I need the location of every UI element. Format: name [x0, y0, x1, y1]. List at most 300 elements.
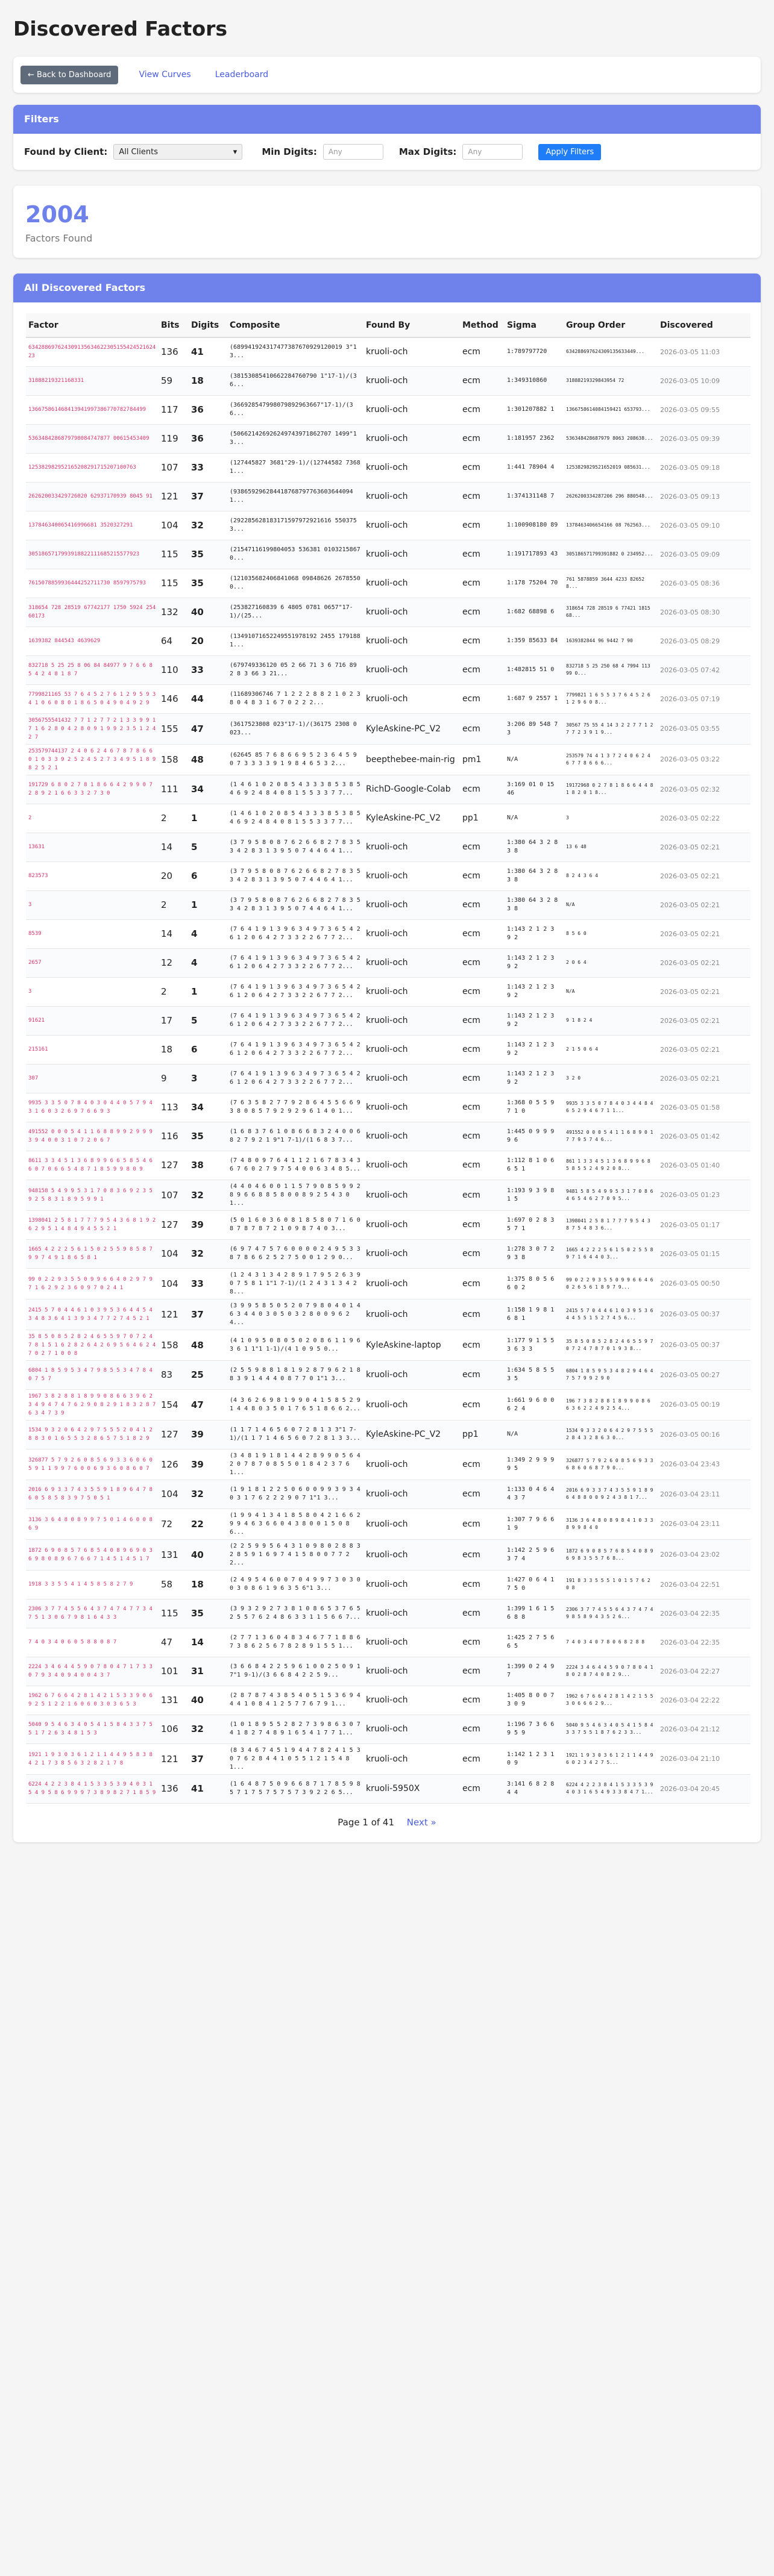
table-row — [26, 1064, 750, 1093]
digits-cell: 39 — [189, 1420, 227, 1449]
method-cell: ecm — [460, 1599, 505, 1628]
sigma-cell: 1:368 0 5 5 9 7 1 0 — [505, 1093, 564, 1122]
discovered-cell: 2026-03-05 00:19 — [658, 1389, 750, 1420]
method-cell: ecm — [460, 684, 505, 713]
sigma-cell: 1:143 2 1 2 3 9 2 — [505, 948, 564, 977]
bits-cell: 131 — [159, 1686, 189, 1715]
discovered-cell: 2026-03-05 02:22 — [658, 804, 750, 833]
discovered-cell: 2026-03-05 09:55 — [658, 395, 750, 424]
sigma-cell: N/A — [505, 1420, 564, 1449]
composite-cell: (2 4 9 5 4 6 0 0 7 0 4 9 9 7 3 0 3 0 0 3 0 8 6 1 9 6 3 5 6"1 3... — [227, 1570, 363, 1599]
method-cell: ecm — [460, 569, 505, 598]
group-order-cell: 1921 1 9 3 0 3 6 1 2 1 1 4 4 9 6 0 2 3 4 2 7 5... — [564, 1743, 658, 1774]
sigma-cell: 1:143 2 1 2 3 9 2 — [505, 977, 564, 1006]
back-to-dashboard-button[interactable]: ← Back to Dashboard — [20, 66, 118, 84]
composite-cell: (7 6 4 1 9 1 3 9 6 3 4 9 7 3 6 5 4 2 6 1 2 0 6 4 2 7 3 3 2 2 6 7 7 2... — [227, 1006, 363, 1035]
sigma-cell: 1:380 64 3 2 8 3 8 — [505, 861, 564, 890]
factor-cell[interactable]: 7 4 0 3 4 0 6 0 5 8 8 0 8 7 — [26, 1628, 159, 1657]
digits-cell: 3 — [189, 1064, 227, 1093]
col-header-bits: Bits — [159, 313, 189, 337]
sigma-cell: 1:789797720 — [505, 337, 564, 366]
method-cell: ecm — [460, 1299, 505, 1330]
factor-cell[interactable]: 1962 6 7 6 6 4 2 8 1 4 2 1 5 3 3 9 0 6 9 2 5 1 2 2 1 6 0 6 0 3 0 3 6 5 3 — [26, 1686, 159, 1715]
next-page-link[interactable]: Next » — [406, 1816, 436, 1828]
found-by-cell: kruoli-och — [363, 337, 460, 366]
group-order-cell: 31888219329843954 72 — [564, 366, 658, 395]
method-cell: ecm — [460, 1360, 505, 1389]
factor-cell[interactable]: 5363484286879798084747877 00615453409 — [26, 424, 159, 453]
bits-cell: 101 — [159, 1657, 189, 1686]
table-row — [26, 1686, 750, 1715]
page-indicator: Page 1 of 41 — [338, 1816, 395, 1828]
composite-cell: (121035682406841068 09848626 26785500... — [227, 569, 363, 598]
bits-cell: 158 — [159, 744, 189, 775]
factor-cell[interactable]: 5040 9 5 4 6 3 4 0 5 4 1 5 8 4 3 3 7 5 5 1 7 2 6 3 4 8 1 5 3 — [26, 1715, 159, 1743]
sigma-cell: 1:399 1 6 1 5 6 8 8 — [505, 1599, 564, 1628]
digits-cell: 41 — [189, 337, 227, 366]
group-order-cell: 7 4 0 3 4 0 7 8 0 6 8 2 8 8 — [564, 1628, 658, 1657]
digits-cell: 48 — [189, 744, 227, 775]
digits-cell: 32 — [189, 1180, 227, 1210]
group-order-cell: 491552 0 0 0 5 4 1 1 6 8 9 0 1 7 7 9 5 7 4 6... — [564, 1122, 658, 1151]
composite-cell: (7 6 4 1 9 1 3 9 6 3 4 9 7 3 6 5 4 2 6 1 2 0 6 4 2 7 3 3 2 2 6 7 7 2... — [227, 1035, 363, 1064]
factor-cell[interactable]: 3 — [26, 890, 159, 919]
factor-cell[interactable]: 136675861468413941997386770782784499 — [26, 395, 159, 424]
found-by-cell: kruoli-och — [363, 1449, 460, 1480]
group-order-cell: 30567 75 55 4 14 3 2 2 7 7 1 2 7 7 2 3 9 1 9... — [564, 713, 658, 744]
sigma-cell: 1:142 2 5 9 6 3 7 4 — [505, 1539, 564, 1570]
factor-cell[interactable]: 823573 — [26, 861, 159, 890]
bits-cell: 121 — [159, 1299, 189, 1330]
table-row — [26, 833, 750, 861]
found-by-cell: kruoli-och — [363, 948, 460, 977]
client-select[interactable] — [113, 144, 242, 160]
discovered-cell: 2026-03-05 02:21 — [658, 890, 750, 919]
table-row — [26, 1420, 750, 1449]
factor-cell[interactable]: 1639382 844543 4639629 — [26, 627, 159, 655]
discovered-cell: 2026-03-05 08:29 — [658, 627, 750, 655]
discovered-cell: 2026-03-05 09:39 — [658, 424, 750, 453]
digits-cell: 34 — [189, 1093, 227, 1122]
factor-cell[interactable]: 35 8 5 0 8 5 2 8 2 4 6 5 5 9 7 0 7 2 4 7 8 1 5 1 6 2 8 2 6 4 2 6 9 5 6 4 6 2 4 7 0 2 7 1 0 0 8 — [26, 1330, 159, 1360]
table-row — [26, 366, 750, 395]
sigma-cell: 1:399 0 2 4 9 7 — [505, 1657, 564, 1686]
composite-cell: (13491071652249551978192 2455 1791881... — [227, 627, 363, 655]
bits-cell: 104 — [159, 1268, 189, 1299]
group-order-cell: N/A — [564, 977, 658, 1006]
digits-cell: 32 — [189, 1480, 227, 1508]
found-by-cell: kruoli-och — [363, 1570, 460, 1599]
discovered-cell: 2026-03-05 10:09 — [658, 366, 750, 395]
discovered-cell: 2026-03-05 01:15 — [658, 1239, 750, 1268]
composite-cell: (7 6 4 1 9 1 3 9 6 3 4 9 7 3 6 5 4 2 6 1 2 0 6 4 2 7 3 3 2 2 6 7 7 2... — [227, 948, 363, 977]
sigma-cell: 3:206 89 548 73 — [505, 713, 564, 744]
factor-cell[interactable]: 2415 5 7 0 4 4 6 1 0 3 9 5 3 6 4 4 5 4 3 4 8 3 6 4 1 3 9 3 4 7 7 2 7 4 5 2 1 — [26, 1299, 159, 1330]
found-by-cell: beepthebee-main-rig — [363, 744, 460, 775]
factor-cell[interactable]: 9935 3 3 5 0 7 8 4 0 3 0 4 4 0 5 7 9 4 3 1 6 0 3 2 6 9 7 6 6 9 3 — [26, 1093, 159, 1122]
sigma-cell: 1:142 1 2 3 1 0 9 — [505, 1743, 564, 1774]
discovered-cell: 2026-03-05 03:22 — [658, 744, 750, 775]
factor-cell[interactable]: 191729 6 8 0 2 7 8 1 8 6 6 4 2 9 9 0 7 2 8 9 2 1 6 6 3 3 2 7 3 0 — [26, 775, 159, 804]
sigma-cell: N/A — [505, 804, 564, 833]
col-header-digits: Digits — [189, 313, 227, 337]
sigma-cell: 1:307 7 9 6 6 1 9 — [505, 1508, 564, 1539]
group-order-cell: 6224 4 2 2 3 8 4 1 5 3 3 5 3 9 4 0 3 1 6 5 4 9 3 3 8 4 7 1... — [564, 1774, 658, 1803]
table-row — [26, 1389, 750, 1420]
method-cell: ecm — [460, 627, 505, 655]
found-by-cell: KyleAskine-laptop — [363, 1330, 460, 1360]
sigma-cell: 1:112 8 1 0 6 6 5 1 — [505, 1151, 564, 1180]
digits-cell: 36 — [189, 395, 227, 424]
composite-cell: (3 7 9 5 8 0 8 7 6 2 6 6 8 2 7 8 3 5 3 4 2 8 3 1 3 9 5 0 7 4 4 6 4 1... — [227, 833, 363, 861]
max-digits-label: Max Digits: — [398, 146, 457, 157]
factor-cell[interactable]: 2016 6 9 3 3 7 4 3 5 5 9 1 8 9 6 4 7 8 6 0 5 8 5 8 3 9 7 5 0 5 1 — [26, 1480, 159, 1508]
found-by-cell: kruoli-och — [363, 569, 460, 598]
group-order-cell: 536348428687979 8063 208638... — [564, 424, 658, 453]
factor-cell[interactable]: 1665 4 2 2 2 5 6 1 5 0 2 5 5 9 8 5 8 7 9 9 7 4 9 1 8 6 5 8 1 — [26, 1239, 159, 1268]
discovered-cell: 2026-03-05 09:13 — [658, 482, 750, 511]
found-by-cell: kruoli-och — [363, 424, 460, 453]
factor-cell[interactable]: 137846340065416996681 3520327291 — [26, 511, 159, 540]
bits-cell: 12 — [159, 948, 189, 977]
composite-cell: (4 1 0 9 5 0 8 0 5 0 2 0 8 6 1 1 9 6 3 6 1 1"1 1-1)/(4 1 0 9 5 0... — [227, 1330, 363, 1360]
bits-cell: 127 — [159, 1151, 189, 1180]
found-by-cell: kruoli-och — [363, 1743, 460, 1774]
found-by-cell: kruoli-och — [363, 1715, 460, 1743]
sigma-cell: 1:143 2 1 2 3 9 2 — [505, 1064, 564, 1093]
discovered-cell: 2026-03-05 07:42 — [658, 655, 750, 684]
bits-cell: 115 — [159, 540, 189, 569]
view-curves-link[interactable]: View Curves — [139, 70, 191, 80]
factor-cell[interactable]: 2224 3 4 6 4 4 5 9 0 7 8 0 4 7 1 7 3 3 0 7 9 3 4 0 9 4 0 0 4 3 7 — [26, 1657, 159, 1686]
table-row — [26, 1299, 750, 1330]
digits-cell: 33 — [189, 453, 227, 482]
factor-cell[interactable]: 318654 728 28519 67742177 1750 5924 25460173 — [26, 598, 159, 627]
table-row — [26, 977, 750, 1006]
bits-cell: 158 — [159, 1330, 189, 1360]
bits-cell: 14 — [159, 919, 189, 948]
bits-cell: 72 — [159, 1508, 189, 1539]
factor-cell[interactable]: 31888219321168331 — [26, 366, 159, 395]
factor-cell[interactable]: 1534 9 3 2 0 6 4 2 9 7 5 5 5 2 0 4 1 2 8 8 3 0 1 6 5 5 3 2 8 6 5 7 5 1 8 2 9 — [26, 1420, 159, 1449]
factor-cell[interactable]: 491552 0 0 0 5 4 1 1 6 8 8 9 9 2 9 9 9 3 9 4 0 0 3 1 0 7 2 0 6 7 — [26, 1122, 159, 1151]
sigma-cell: 1:191717893 43 — [505, 540, 564, 569]
group-order-cell: 3 2 0 — [564, 1064, 658, 1093]
bits-cell: 83 — [159, 1360, 189, 1389]
found-by-cell: kruoli-och — [363, 1539, 460, 1570]
leaderboard-link[interactable]: Leaderboard — [215, 70, 269, 80]
group-order-cell: 1253829829521652019 085631... — [564, 453, 658, 482]
factor-cell[interactable]: 1967 3 8 2 8 8 1 8 9 9 0 8 6 6 3 9 6 2 3 4 9 4 7 4 7 6 2 9 0 8 2 9 1 8 3 2 8 7 6 3 4 7 3 9 — [26, 1389, 159, 1420]
method-cell: ecm — [460, 1064, 505, 1093]
sigma-cell: 1:482815 51 0 — [505, 655, 564, 684]
method-cell: ecm — [460, 1093, 505, 1122]
table-row — [26, 1035, 750, 1064]
factor-cell[interactable]: 125382982952165208291715207100763 — [26, 453, 159, 482]
composite-cell: (506621426926249743971862707 1499"13... — [227, 424, 363, 453]
factor-cell[interactable]: 215161 — [26, 1035, 159, 1064]
method-cell: ecm — [460, 948, 505, 977]
method-cell: ecm — [460, 1239, 505, 1268]
digits-cell: 47 — [189, 713, 227, 744]
discovered-cell: 2026-03-04 23:11 — [658, 1480, 750, 1508]
found-by-cell: kruoli-5950X — [363, 1774, 460, 1803]
group-order-cell: 1398041 2 5 8 1 7 7 7 9 5 4 3 8 7 5 4 8 3 6... — [564, 1210, 658, 1239]
filter-row — [13, 134, 761, 170]
composite-cell: (7 4 8 0 9 7 6 4 1 1 2 1 6 7 8 3 4 3 6 7 6 0 2 7 9 7 5 4 0 0 6 3 4 8 5... — [227, 1151, 363, 1180]
table-row — [26, 744, 750, 775]
sigma-cell: 1:158 1 9 8 1 6 8 1 — [505, 1299, 564, 1330]
table-row — [26, 1268, 750, 1299]
table-row — [26, 1570, 750, 1599]
group-order-cell: 35 8 5 0 8 5 2 8 2 4 6 5 5 9 7 0 7 2 4 7 8 7 0 1 9 3 8... — [564, 1330, 658, 1360]
discovered-cell: 2026-03-05 11:03 — [658, 337, 750, 366]
factor-cell[interactable]: 2657 — [26, 948, 159, 977]
digits-cell: 4 — [189, 919, 227, 948]
factor-cell[interactable]: 91621 — [26, 1006, 159, 1035]
digits-cell: 1 — [189, 890, 227, 919]
sigma-cell: 1:196 7 3 6 6 9 5 9 — [505, 1715, 564, 1743]
composite-cell: (3 7 9 5 8 0 8 7 6 2 6 6 8 2 7 8 3 5 3 4 2 8 3 1 3 9 5 0 7 4 4 6 4 1... — [227, 861, 363, 890]
group-order-cell: 2626200334287206 296 880548... — [564, 482, 658, 511]
table-row — [26, 1151, 750, 1180]
discovered-cell: 2026-03-05 08:30 — [658, 598, 750, 627]
found-by-cell: kruoli-och — [363, 861, 460, 890]
composite-cell: (7 6 4 1 9 1 3 9 6 3 4 9 7 3 6 5 4 2 6 1 2 0 6 4 2 7 3 3 2 2 6 7 7 2... — [227, 977, 363, 1006]
group-order-cell: 2306 3 7 7 4 5 5 6 4 3 7 4 7 4 9 8 5 8 9 4 3 5 2 6... — [564, 1599, 658, 1628]
apply-filters-button[interactable]: Apply Filters — [538, 144, 601, 160]
digits-cell: 20 — [189, 627, 227, 655]
method-cell: ecm — [460, 1715, 505, 1743]
found-by-cell: kruoli-och — [363, 833, 460, 861]
sigma-cell: 1:445 0 9 9 9 9 6 — [505, 1122, 564, 1151]
composite-cell: (2 8 7 8 7 4 3 8 5 4 0 5 1 5 3 6 9 4 4 4 1 0 8 4 1 2 5 7 7 6 7 9 1... — [227, 1686, 363, 1715]
sigma-cell: 1:143 2 1 2 3 9 2 — [505, 919, 564, 948]
discovered-cell: 2026-03-05 02:21 — [658, 977, 750, 1006]
table-row — [26, 1210, 750, 1239]
factor-cell[interactable]: 8611 3 3 4 5 1 3 6 8 9 9 6 6 5 8 5 4 6 6 0 7 0 6 6 5 4 8 7 1 8 5 9 9 8 0 9 — [26, 1151, 159, 1180]
col-header-discovered: Discovered — [658, 313, 750, 337]
composite-cell: (2 2 5 9 9 5 6 4 3 1 0 9 8 0 2 8 8 3 2 8 5 9 1 6 9 7 4 1 5 8 0 0 7 7 2 2... — [227, 1539, 363, 1570]
factor-count-label: Factors Found — [25, 233, 93, 244]
method-cell: ecm — [460, 453, 505, 482]
factor-cell[interactable]: 3056755541432 7 7 1 2 7 7 2 1 3 3 9 9 1 7 1 6 2 8 0 4 2 8 0 9 1 9 9 2 3 5 1 2 4 2 7 — [26, 713, 159, 744]
bits-cell: 136 — [159, 337, 189, 366]
composite-cell: (62645 85 7 6 8 6 6 9 5 2 3 6 4 5 9 0 7 3 3 3 3 9 1 9 8 4 6 5 3 2... — [227, 744, 363, 775]
factor-cell[interactable]: 7799821165 53 7 6 4 5 2 7 6 1 2 9 5 9 3 4 1 0 6 0 8 0 1 8 6 5 0 4 9 0 4 9 2 9 — [26, 684, 159, 713]
factors-title: All Discovered Factors — [13, 274, 761, 302]
bits-cell: 119 — [159, 424, 189, 453]
composite-cell: (3 4 8 1 9 1 8 1 4 4 2 8 9 9 0 5 6 4 2 0 7 8 7 0 8 5 5 0 1 8 4 2 3 7 6 1... — [227, 1449, 363, 1480]
discovered-cell: 2026-03-04 21:12 — [658, 1715, 750, 1743]
method-cell: ecm — [460, 713, 505, 744]
factor-cell[interactable]: 1872 6 9 0 8 5 7 6 8 5 4 0 8 9 6 9 0 3 6 9 8 0 8 9 6 7 6 6 7 1 4 5 1 4 5 1 7 — [26, 1539, 159, 1570]
factor-cell[interactable]: 262620033429726020 62937170939 8045 91 — [26, 482, 159, 511]
bits-cell: 106 — [159, 1715, 189, 1743]
sigma-cell: 1:661 9 6 0 0 6 2 4 — [505, 1389, 564, 1420]
digits-cell: 37 — [189, 482, 227, 511]
method-cell: ecm — [460, 833, 505, 861]
min-digits-label: Min Digits: — [262, 146, 317, 157]
bits-cell: 121 — [159, 482, 189, 511]
found-by-cell: kruoli-och — [363, 511, 460, 540]
factor-cell[interactable]: 307 — [26, 1064, 159, 1093]
composite-cell: (38153085410662284760790 1"17-1)/(36... — [227, 366, 363, 395]
composite-cell: (1 6 8 3 7 6 1 0 8 6 6 8 3 2 4 0 0 6 8 2 7 9 2 1 9"1 7-1)/(1 6 8 3 7... — [227, 1122, 363, 1151]
sigma-cell: 1:143 2 1 2 3 9 2 — [505, 1035, 564, 1064]
composite-cell: (2 5 5 9 8 8 1 8 1 9 2 8 7 9 6 2 1 8 8 3 9 1 4 4 4 0 8 7 7 0 1"1 3... — [227, 1360, 363, 1389]
discovered-cell: 2026-03-04 23:02 — [658, 1539, 750, 1570]
factor-cell[interactable]: 6804 1 8 5 9 5 3 4 7 9 8 5 5 3 4 7 8 4 0 7 5 7 — [26, 1360, 159, 1389]
found-by-cell: kruoli-och — [363, 1299, 460, 1330]
digits-cell: 32 — [189, 511, 227, 540]
found-by-cell: kruoli-och — [363, 453, 460, 482]
bits-cell: 59 — [159, 366, 189, 395]
col-header-factor: Factor — [26, 313, 159, 337]
factor-cell[interactable]: 6224 4 2 2 3 8 4 1 5 3 3 5 3 9 4 0 3 1 5 4 9 5 8 6 9 9 9 7 3 8 9 8 2 7 1 8 5 9 — [26, 1774, 159, 1803]
factor-cell[interactable]: 8539 — [26, 919, 159, 948]
sigma-cell: 1:374131148 7 — [505, 482, 564, 511]
discovered-cell: 2026-03-05 09:18 — [658, 453, 750, 482]
group-order-cell: 8 5 6 0 — [564, 919, 658, 948]
factor-cell[interactable]: 832718 5 25 25 8 06 84 84977 9 7 6 6 8 5 4 2 4 8 1 8 7 — [26, 655, 159, 684]
group-order-cell: 13 6 48 — [564, 833, 658, 861]
composite-cell: (11689306746 7 1 2 2 2 8 8 2 1 0 2 3 8 0 4 8 3 1 6 7 0 2 2 2... — [227, 684, 363, 713]
factor-cell[interactable]: 2 — [26, 804, 159, 833]
method-cell: ecm — [460, 337, 505, 366]
digits-cell: 35 — [189, 569, 227, 598]
table-row — [26, 684, 750, 713]
composite-cell: (9386592962844187687977636036440941... — [227, 482, 363, 511]
table-row — [26, 1239, 750, 1268]
table-row — [26, 598, 750, 627]
group-order-cell: 2016 6 9 3 3 7 4 3 5 5 9 1 8 9 6 4 8 8 0 0 9 2 4 3 8 1 7... — [564, 1480, 658, 1508]
bits-cell: 104 — [159, 1239, 189, 1268]
max-digits-input[interactable]: Any — [462, 144, 523, 160]
sigma-cell: 1:177 9 1 5 5 3 6 3 3 — [505, 1330, 564, 1360]
bits-cell: 104 — [159, 511, 189, 540]
bits-cell: 127 — [159, 1210, 189, 1239]
digits-cell: 4 — [189, 948, 227, 977]
found-by-cell: kruoli-och — [363, 1239, 460, 1268]
factor-cell[interactable]: 948158 5 4 9 9 5 3 1 7 0 8 3 6 9 2 3 5 9 2 5 8 3 1 8 9 5 9 9 1 — [26, 1180, 159, 1210]
table-row — [26, 627, 750, 655]
factor-cell[interactable]: 3051865717993918822111685215577923 — [26, 540, 159, 569]
group-order-cell: 191 8 3 3 5 5 5 1 0 1 5 7 6 2 0 8 — [564, 1570, 658, 1599]
composite-cell: (1 6 4 8 7 5 0 9 6 6 8 7 1 7 8 5 9 8 5 7 1 7 5 7 5 7 5 7 3 9 2 2 6 5... — [227, 1774, 363, 1803]
factor-cell[interactable]: 63428869762430913563462230515542452162423 — [26, 337, 159, 366]
composite-cell: (7 6 3 5 8 2 7 7 9 2 8 6 4 5 5 6 6 9 3 8 0 8 5 7 9 2 9 2 9 6 1 4 0 1... — [227, 1093, 363, 1122]
table-header-row — [26, 313, 750, 337]
bits-cell: 9 — [159, 1064, 189, 1093]
method-cell: ecm — [460, 1210, 505, 1239]
factor-cell[interactable]: 7615078859936444252711730 8597975793 — [26, 569, 159, 598]
found-by-cell: kruoli-och — [363, 1628, 460, 1657]
table-row — [26, 1628, 750, 1657]
digits-cell: 32 — [189, 1239, 227, 1268]
factor-cell[interactable]: 1918 3 3 5 5 4 1 4 5 8 5 8 2 7 9 — [26, 1570, 159, 1599]
method-cell: pm1 — [460, 744, 505, 775]
digits-cell: 18 — [189, 366, 227, 395]
bits-cell: 104 — [159, 1480, 189, 1508]
chevron-down-icon: ▾ — [233, 147, 238, 157]
sigma-cell: 1:301207882 1 — [505, 395, 564, 424]
digits-cell: 38 — [189, 1151, 227, 1180]
digits-cell: 33 — [189, 655, 227, 684]
composite-cell: (292285628183171597972921616 5503753... — [227, 511, 363, 540]
digits-cell: 39 — [189, 1449, 227, 1480]
group-order-cell: 9935 3 3 5 0 7 8 4 0 3 4 4 8 4 6 5 2 9 4 6 7 1 1... — [564, 1093, 658, 1122]
col-header-sigma: Sigma — [505, 313, 564, 337]
method-cell: ecm — [460, 1330, 505, 1360]
method-cell: ecm — [460, 366, 505, 395]
group-order-cell: 1534 9 3 3 2 0 6 4 2 9 7 5 5 5 2 8 4 3 2 8 6 3 0... — [564, 1420, 658, 1449]
factor-cell[interactable]: 3 — [26, 977, 159, 1006]
table-row — [26, 861, 750, 890]
factor-cell[interactable]: 3136 3 6 4 8 0 8 9 9 7 5 0 1 4 6 0 0 8 6 9 — [26, 1508, 159, 1539]
digits-cell: 33 — [189, 1268, 227, 1299]
sigma-cell: 1:143 2 1 2 3 9 2 — [505, 1006, 564, 1035]
group-order-cell: 861 1 3 3 4 5 1 3 6 8 9 9 6 8 5 8 5 5 2 4 9 2 0 8... — [564, 1151, 658, 1180]
composite-cell: (7 6 4 1 9 1 3 9 6 3 4 9 7 3 6 5 4 2 6 1 2 0 6 4 2 7 3 3 2 2 6 7 7 2... — [227, 919, 363, 948]
digits-cell: 37 — [189, 1299, 227, 1330]
digits-cell: 32 — [189, 1715, 227, 1743]
factor-cell[interactable]: 326877 5 7 9 2 6 0 8 5 6 9 3 3 6 0 6 0 5 9 1 1 9 9 7 6 0 0 6 9 3 6 0 8 6 0 7 — [26, 1449, 159, 1480]
discovered-cell: 2026-03-05 01:58 — [658, 1093, 750, 1122]
factor-cell[interactable]: 253579744137 2 4 0 6 2 4 6 7 8 7 8 6 6 0 1 0 3 3 9 2 5 2 4 5 2 7 3 4 9 5 1 8 9 8 2 5 2 1 — [26, 744, 159, 775]
table-row — [26, 1360, 750, 1389]
client-select-value: All Clients — [119, 147, 158, 157]
digits-cell: 35 — [189, 1599, 227, 1628]
table-row — [26, 1480, 750, 1508]
digits-cell: 14 — [189, 1628, 227, 1657]
composite-cell: (3 9 3 2 9 2 7 3 8 1 0 8 6 5 3 7 6 5 2 5 5 7 6 2 4 8 6 3 3 1 1 5 6 6 7... — [227, 1599, 363, 1628]
composite-cell: (7 6 4 1 9 1 3 9 6 3 4 9 7 3 6 5 4 2 6 1 2 0 6 4 2 7 3 3 2 2 6 7 7 2... — [227, 1064, 363, 1093]
table-row — [26, 1449, 750, 1480]
min-digits-input[interactable]: Any — [323, 144, 383, 160]
discovered-cell: 2026-03-05 01:40 — [658, 1151, 750, 1180]
table-row — [26, 1093, 750, 1122]
digits-cell: 48 — [189, 1330, 227, 1360]
factor-cell[interactable]: 1398041 2 5 8 1 7 7 7 9 5 4 3 6 8 1 9 2 6 2 9 5 1 4 8 4 9 4 5 5 2 1 — [26, 1210, 159, 1239]
digits-cell: 31 — [189, 1657, 227, 1686]
bits-cell: 113 — [159, 1093, 189, 1122]
composite-cell: (366928547998079892963667"17-1)/(36... — [227, 395, 363, 424]
bits-cell: 2 — [159, 890, 189, 919]
discovered-cell: 2026-03-05 02:32 — [658, 775, 750, 804]
found-by-cell: kruoli-och — [363, 366, 460, 395]
group-order-cell: 2 0 6 4 — [564, 948, 658, 977]
bits-cell: 58 — [159, 1570, 189, 1599]
method-cell: ecm — [460, 1774, 505, 1803]
discovered-cell: 2026-03-05 01:17 — [658, 1210, 750, 1239]
digits-cell: 35 — [189, 540, 227, 569]
table-row — [26, 1122, 750, 1151]
found-by-cell: kruoli-och — [363, 627, 460, 655]
found-by-cell: kruoli-och — [363, 919, 460, 948]
factor-cell[interactable]: 99 0 2 2 9 3 5 5 0 9 9 6 6 4 0 2 9 7 9 7 1 6 2 9 2 3 6 0 9 7 0 2 4 1 — [26, 1268, 159, 1299]
sigma-cell: 1:405 8 0 0 7 3 0 9 — [505, 1686, 564, 1715]
factor-count-card — [13, 186, 761, 258]
discovered-cell: 2026-03-05 00:37 — [658, 1330, 750, 1360]
factor-cell[interactable]: 1921 1 9 3 0 3 6 1 2 1 1 4 4 9 5 8 3 8 4 2 1 7 3 8 5 6 3 2 8 2 1 7 8 — [26, 1743, 159, 1774]
sigma-cell: 1:181957 2362 — [505, 424, 564, 453]
factor-cell[interactable]: 2306 3 7 7 4 5 5 6 4 3 7 4 7 4 7 7 3 4 7 5 1 3 0 6 7 9 8 1 6 4 3 3 — [26, 1599, 159, 1628]
found-by-cell: RichD-Google-Colab — [363, 775, 460, 804]
table-row — [26, 1657, 750, 1686]
factor-cell[interactable]: 13631 — [26, 833, 159, 861]
discovered-cell: 2026-03-05 03:55 — [658, 713, 750, 744]
